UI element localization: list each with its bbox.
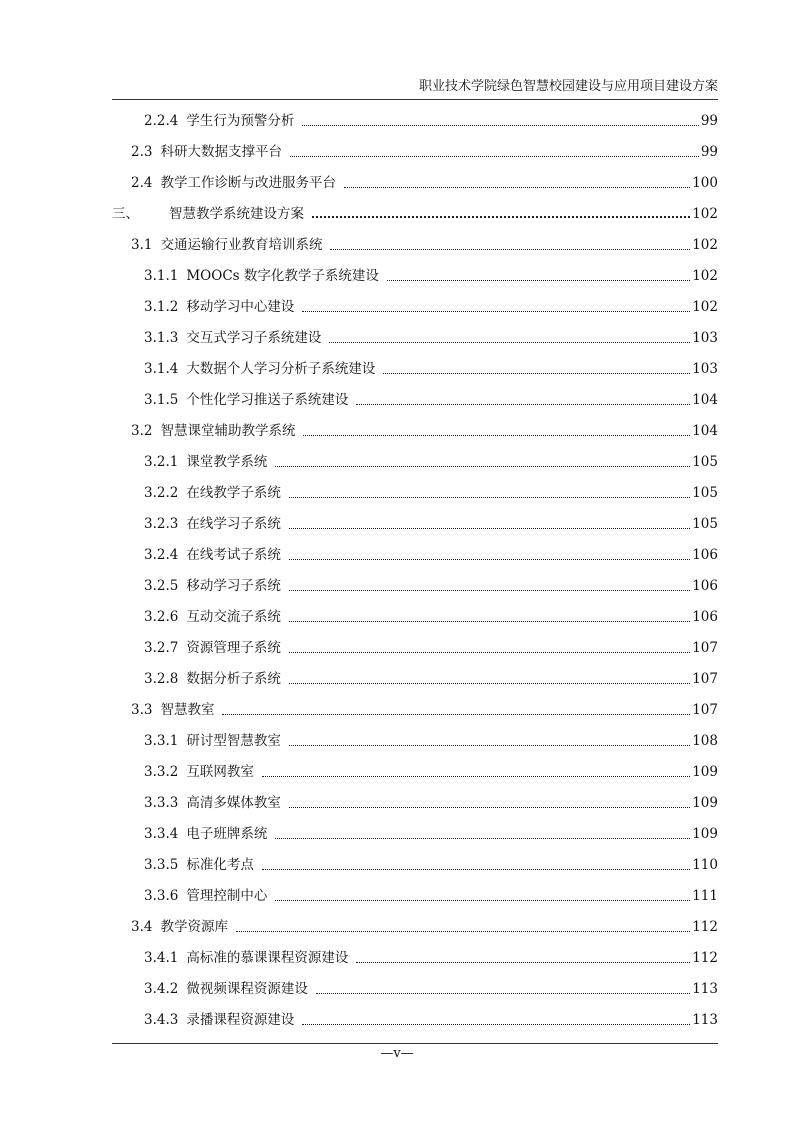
toc-entry-number: 3.3.6 — [144, 888, 179, 904]
toc-entry-number: 3.2.6 — [144, 609, 179, 625]
toc-entry-title: 互动交流子系统 — [186, 609, 281, 625]
toc-entry-number: 3.4 — [131, 919, 153, 935]
toc-entry-title: 在线考试子系统 — [186, 547, 281, 563]
toc-entry-number: 3.4.1 — [144, 950, 179, 966]
toc-leader-dots — [289, 496, 690, 498]
toc-entry-title: 互联网教室 — [186, 764, 254, 780]
toc-entry-number: 3.2.2 — [144, 485, 179, 501]
toc-entry[interactable] — [144, 509, 718, 533]
toc-entry[interactable] — [144, 602, 718, 626]
toc-entry-page: 112 — [692, 919, 718, 935]
toc-entry[interactable] — [144, 943, 718, 967]
toc-entry-title: 标准化考点 — [186, 857, 254, 873]
toc-entry[interactable] — [144, 881, 718, 905]
toc-entry[interactable] — [144, 292, 718, 316]
toc-leader-dots — [289, 682, 690, 684]
toc-entry-number: 3.3.5 — [144, 857, 179, 873]
toc-leader-dots — [356, 961, 690, 963]
toc-entry-page: 105 — [692, 516, 718, 532]
toc-entry[interactable] — [144, 478, 718, 502]
toc-leader-dots — [302, 310, 690, 312]
toc-entry-number: 3.1.4 — [144, 361, 179, 377]
footer-divider — [112, 1043, 718, 1044]
toc-entry-number: 3.2.5 — [144, 578, 179, 594]
toc-leader-dots — [290, 155, 699, 157]
toc-entry-page: 106 — [692, 547, 718, 563]
toc-entry[interactable] — [144, 633, 718, 657]
toc-entry[interactable] — [144, 974, 718, 998]
toc-leader-dots — [289, 527, 690, 529]
toc-entry-title: 智慧课堂辅助教学系统 — [160, 423, 296, 439]
toc-leader-dots — [356, 403, 690, 405]
toc-entry-title: 移动学习中心建设 — [186, 299, 295, 315]
toc-entry-page: 110 — [692, 857, 718, 873]
toc-leader-dots — [329, 341, 690, 343]
toc-entry[interactable] — [144, 1005, 718, 1029]
toc-leader-dots — [383, 372, 690, 374]
toc-entry[interactable] — [131, 416, 718, 440]
toc-entry-page: 102 — [692, 299, 718, 315]
toc-entry-number: 3.2.7 — [144, 640, 179, 656]
toc-entry[interactable] — [144, 261, 718, 285]
toc-entry-number: 3.4.2 — [144, 981, 179, 997]
toc-entry-title: 课堂教学系统 — [186, 454, 268, 470]
toc-entry-number: 3.2.4 — [144, 547, 179, 563]
toc-entry-number: 3.2.3 — [144, 516, 179, 532]
toc-entry[interactable] — [144, 726, 718, 750]
toc-leader-dots — [344, 186, 690, 188]
toc-entry-page: 105 — [692, 454, 718, 470]
toc-entry-title: 在线学习子系统 — [186, 516, 281, 532]
toc-entry[interactable] — [144, 106, 718, 130]
toc-entry-title: 电子班牌系统 — [186, 826, 268, 842]
toc-entry-page: 100 — [692, 175, 718, 191]
toc-leader-dots — [275, 465, 690, 467]
toc-entry-page: 103 — [692, 361, 718, 377]
toc-leader-dots — [275, 899, 690, 901]
toc-entry-title: 微视频课程资源建设 — [186, 981, 308, 997]
toc-entry[interactable] — [112, 199, 718, 223]
toc-leader-dots — [289, 744, 690, 746]
toc-entry-page: 113 — [692, 1012, 718, 1028]
toc-entry[interactable] — [131, 137, 718, 161]
toc-leader-dots — [222, 713, 690, 715]
toc-entry-title: 大数据个人学习分析子系统建设 — [186, 361, 376, 377]
toc-leader-dots — [330, 248, 690, 250]
toc-entry-title: 资源管理子系统 — [186, 640, 281, 656]
toc-entry-page: 111 — [692, 888, 718, 904]
toc-entry-title: MOOCs 数字化教学子系统建设 — [186, 268, 379, 284]
toc-entry-number: 3.1.1 — [144, 268, 179, 284]
toc-leader-dots — [289, 620, 690, 622]
toc-leader-dots — [302, 1023, 690, 1025]
toc-entry-number: 3.1.3 — [144, 330, 179, 346]
toc-entry[interactable] — [144, 447, 718, 471]
toc-entry-number: 2.4 — [131, 175, 153, 191]
toc-entry[interactable] — [144, 571, 718, 595]
toc-entry-page: 104 — [692, 423, 718, 439]
toc-entry-title: 高标准的慕课课程资源建设 — [186, 950, 349, 966]
toc-entry-page: 99 — [700, 144, 718, 160]
toc-leader-dots — [289, 589, 690, 591]
toc-entry-title: 管理控制中心 — [186, 888, 268, 904]
toc-entry-page: 106 — [692, 609, 718, 625]
toc-entry-page: 109 — [692, 795, 718, 811]
toc-leader-dots — [262, 775, 690, 777]
toc-entry-title: 移动学习子系统 — [186, 578, 281, 594]
toc-entry-number: 3.3.2 — [144, 764, 179, 780]
toc-entry-page: 103 — [692, 330, 718, 346]
toc-leader-dots — [289, 651, 690, 653]
toc-entry-number: 3.2 — [131, 423, 153, 439]
toc-entry-page: 105 — [692, 485, 718, 501]
toc-entry-number: 2.2.4 — [144, 113, 179, 129]
page-header — [112, 77, 718, 100]
toc-entry-number: 2.3 — [131, 144, 153, 160]
toc-entry-page: 108 — [692, 733, 718, 749]
toc-entry-page: 102 — [692, 268, 718, 284]
toc-entry-page: 99 — [700, 113, 718, 129]
toc-entry[interactable] — [131, 230, 718, 254]
toc-entry-number: 三、 — [112, 206, 139, 222]
toc-entry[interactable] — [144, 757, 718, 781]
toc-entry-number: 3.3.4 — [144, 826, 179, 842]
toc-entry-title: 在线教学子系统 — [186, 485, 281, 501]
toc-leader-dots — [236, 930, 690, 932]
toc-leader-dots — [289, 806, 690, 808]
toc-entry-number: 3.3 — [131, 702, 153, 718]
toc-entry[interactable] — [131, 912, 718, 936]
document-title: 职业技术学院绿色智慧校园建设与应用项目建设方案 — [418, 79, 718, 94]
toc-entry-title: 学生行为预警分析 — [186, 113, 295, 129]
toc-entry[interactable] — [144, 664, 718, 688]
toc-entry-title: 研讨型智慧教室 — [186, 733, 281, 749]
toc-entry[interactable] — [144, 819, 718, 843]
toc-entry-number: 3.1 — [131, 237, 153, 253]
toc-entry-page: 102 — [692, 237, 718, 253]
toc-leader-dots — [316, 992, 690, 994]
toc-leader-dots — [312, 215, 690, 218]
toc-entry[interactable] — [144, 323, 718, 347]
toc-entry-page: 102 — [692, 206, 718, 222]
toc-entry-title: 个性化学习推送子系统建设 — [186, 392, 349, 408]
toc-entry-title: 高清多媒体教室 — [186, 795, 281, 811]
toc-entry-page: 113 — [692, 981, 718, 997]
toc-leader-dots — [262, 868, 690, 870]
toc-entry-number: 3.1.5 — [144, 392, 179, 408]
toc-entry[interactable] — [144, 385, 718, 409]
toc-entry-number: 3.2.1 — [144, 454, 179, 470]
toc-entry[interactable] — [144, 850, 718, 874]
toc-entry-page: 109 — [692, 826, 718, 842]
toc-entry-number: 3.4.3 — [144, 1012, 179, 1028]
toc-leader-dots — [302, 124, 698, 126]
toc-entry-page: 107 — [692, 671, 718, 687]
toc-entry[interactable] — [144, 354, 718, 378]
toc-leader-dots — [387, 279, 690, 281]
toc-entry-number: 3.3.3 — [144, 795, 179, 811]
toc-entry-title: 智慧教学系统建设方案 — [169, 206, 304, 222]
toc-leader-dots — [303, 434, 690, 436]
toc-entry-title: 教学资源库 — [160, 919, 228, 935]
toc-entry-title: 数据分析子系统 — [186, 671, 281, 687]
toc-entry[interactable] — [131, 168, 718, 192]
toc-entry-title: 交互式学习子系统建设 — [186, 330, 322, 346]
toc-entry-title: 科研大数据支撑平台 — [160, 144, 282, 160]
toc-entry[interactable] — [144, 788, 718, 812]
toc-entry-title: 智慧教室 — [160, 702, 215, 718]
toc-entry-number: 3.2.8 — [144, 671, 179, 687]
toc-leader-dots — [289, 558, 690, 560]
toc-leader-dots — [275, 837, 690, 839]
toc-entry-page: 107 — [692, 640, 718, 656]
page-number: —v— — [380, 1046, 414, 1061]
toc-entry-title: 录播课程资源建设 — [186, 1012, 295, 1028]
toc-entry-page: 107 — [692, 702, 718, 718]
toc-entry-number: 3.1.2 — [144, 299, 179, 315]
toc-entry-title: 教学工作诊断与改进服务平台 — [160, 175, 336, 191]
toc-entry-title: 交通运输行业教育培训系统 — [160, 237, 323, 253]
toc-entry[interactable] — [144, 540, 718, 564]
toc-entry-number: 3.3.1 — [144, 733, 179, 749]
toc-entry-page: 106 — [692, 578, 718, 594]
toc-entry[interactable] — [131, 695, 718, 719]
toc-entry-page: 109 — [692, 764, 718, 780]
toc-entry-page: 112 — [692, 950, 718, 966]
toc-entry-page: 104 — [692, 392, 718, 408]
